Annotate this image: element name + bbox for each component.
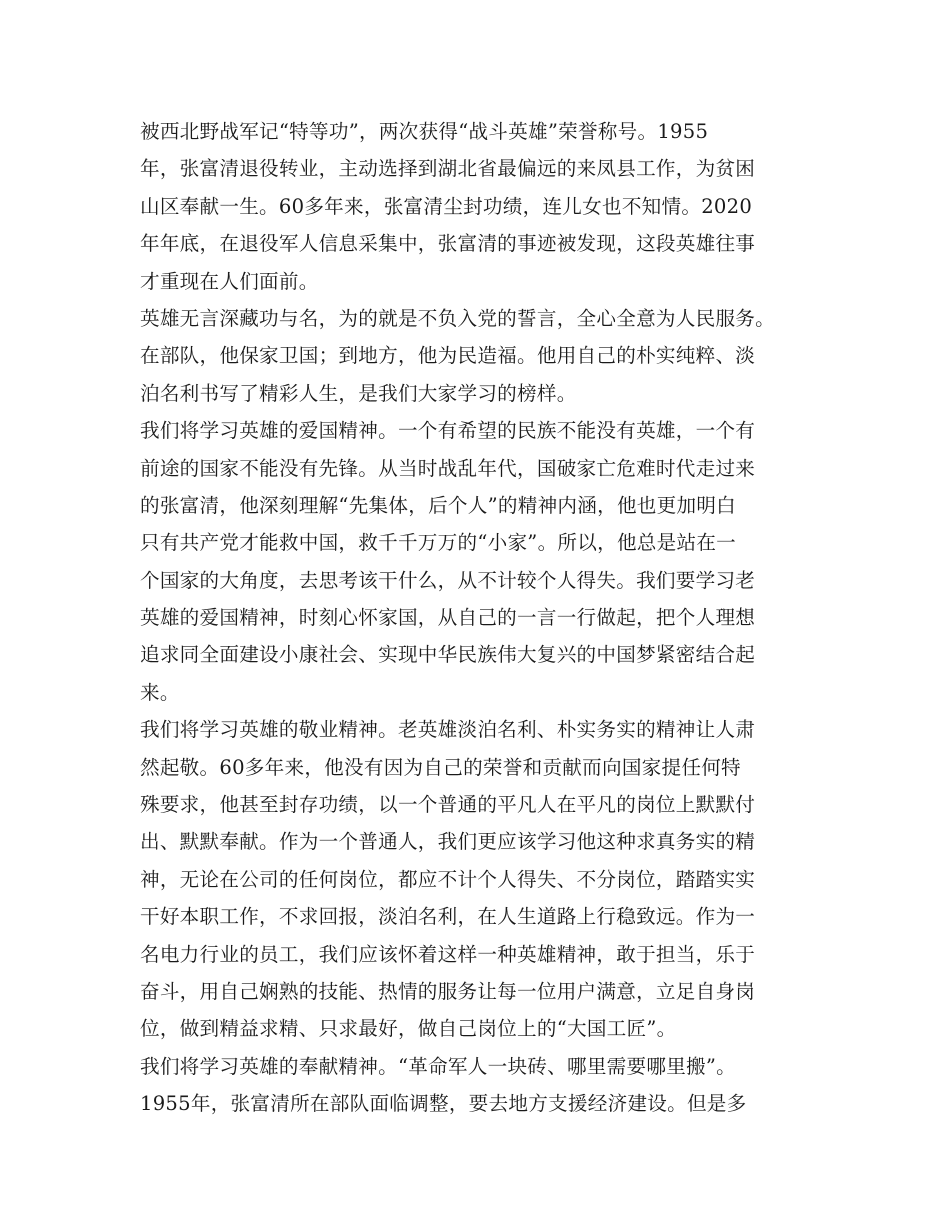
text-line: 然起敬。60多年来，他没有因为自己的荣誉和贡献而向国家提任何特 [140, 755, 741, 779]
text-line: 神，无论在公司的任何岗位，都应不计个人得失、不分岗位，踏踏实实 [140, 867, 756, 891]
text-line: 才重现在人们面前。 [140, 269, 319, 293]
text-line: 我们将学习英雄的奉献精神。“革命军人一块砖、哪里需要哪里搬”。 [140, 1054, 737, 1078]
text-line: 我们将学习英雄的爱国精神。一个有希望的民族不能没有英雄，一个有 [140, 419, 756, 443]
text-line: 1955年，张富清所在部队面临调整，要去地方支援经济建设。但是多 [140, 1092, 747, 1116]
text-line: 干好本职工作，不求回报，淡泊名利，在人生道路上行稳致远。作为一 [140, 905, 756, 929]
text-line: 年，张富清退役转业，主动选择到湖北省最偏远的来凤县工作，为贫困 [140, 157, 756, 181]
text-line: 殊要求，他甚至封存功绩，以一个普通的平凡人在平凡的岗位上默默付 [140, 793, 756, 817]
document-body [140, 113, 830, 1123]
text-line: 追求同全面建设小康社会、实现中华民族伟大复兴的中国梦紧密结合起 [140, 643, 756, 667]
text-line: 个国家的大角度，去思考该干什么，从不计较个人得失。我们要学习老 [140, 568, 756, 592]
text-line: 在部队，他保家卫国；到地方，他为民造福。他用自己的朴实纯粹、淡 [140, 344, 756, 368]
text-line: 泊名利书写了精彩人生，是我们大家学习的榜样。 [140, 381, 577, 405]
text-line: 位，做到精益求精、只求最好，做自己岗位上的“大国工匠”。 [140, 1017, 677, 1041]
text-line: 来。 [140, 680, 180, 704]
text-line: 名电力行业的员工，我们应该怀着这样一种英雄精神，敢于担当，乐于 [140, 942, 756, 966]
text-line: 的张富清，他深刻理解“先集体，后个人”的精神内涵，他也更加明白 [140, 493, 737, 517]
text-line: 只有共产党才能救中国，救千千万万的“小家”。所以，他总是站在一 [140, 531, 737, 555]
text-line: 年年底，在退役军人信息采集中，张富清的事迹被发现，这段英雄往事 [140, 232, 756, 256]
text-line: 英雄无言深藏功与名，为的就是不负入党的誓言，全心全意为人民服务。 [140, 306, 775, 330]
text-line: 山区奉献一生。60多年来，张富清尘封功绩，连儿女也不知情。2020 [140, 194, 753, 218]
text-line: 出、默默奉献。作为一个普通人，我们更应该学习他这种求真务实的精 [140, 830, 756, 854]
text-line: 前途的国家不能没有先锋。从当时战乱年代，国破家亡危难时代走过来 [140, 456, 756, 480]
text-line: 我们将学习英雄的敬业精神。老英雄淡泊名利、朴实务实的精神让人肃 [140, 718, 756, 742]
text-line: 被西北野战军记“特等功”，两次获得“战斗英雄”荣誉称号。1955 [140, 120, 709, 143]
text-line: 奋斗，用自己娴熟的技能、热情的服务让每一位用户满意，立足自身岗 [140, 979, 756, 1003]
text-line: 英雄的爱国精神，时刻心怀家国，从自己的一言一行做起，把个人理想 [140, 606, 756, 630]
